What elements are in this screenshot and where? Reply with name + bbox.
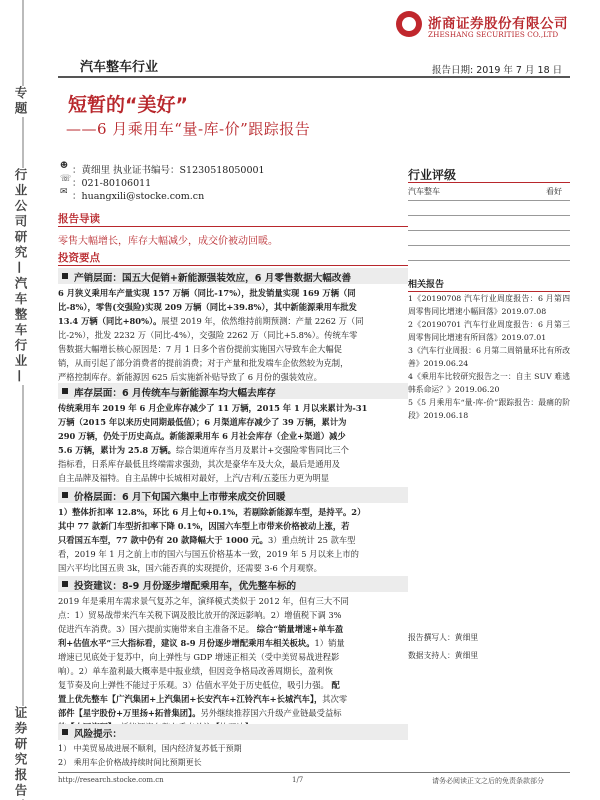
- related-report[interactable]: 1《20190708 汽车行业周度报告：6 月第四周零售同比增速小幅回落》2019.07.08: [408, 294, 570, 316]
- data-support: 数据支持人：黄细里: [408, 651, 479, 660]
- page-subtitle: ——6 月乘用车“量-库-价”跟踪报告: [66, 120, 311, 138]
- risk-item-1: 1） 中美贸易战进展不顺利，国内经济复苏低于预期: [58, 744, 242, 753]
- related-report[interactable]: 3《汽车行业周报：6 月第二周销量环比有所改善》2019.06.24: [408, 346, 570, 368]
- related-report[interactable]: 4《乘用车比较研究报告之一：自主 SUV 难逃韩系命运？》2019.06.20: [408, 372, 570, 394]
- rating-value: 看好: [546, 187, 562, 196]
- guide-text: 零售大幅增长，库存大幅减少，成交价被动回暖。: [58, 236, 278, 247]
- company-name-cn: 浙商证券股份有限公司: [428, 16, 568, 32]
- bullet-square-icon: [62, 388, 68, 394]
- point-title-investment: 投资建议：8-9 月份逐步增配乘用车，优先整车标的: [74, 581, 297, 592]
- header-divider: [58, 76, 570, 78]
- bullet-square-icon: [62, 492, 68, 498]
- point-title-risk: 风险提示：: [74, 729, 122, 740]
- rating-row-line: [408, 260, 570, 261]
- company-name-en: ZHESHANG SECURITIES CO.,LTD: [428, 30, 559, 39]
- rating-row-line: [408, 200, 570, 201]
- phone-line: ：021-80106011: [72, 178, 152, 189]
- person-icon: ☻: [60, 161, 69, 171]
- sidebar-label-category: 行业公司研究—汽车整车行业—: [13, 168, 28, 385]
- point-body-investment: 2019 年是乘用车需求景气复苏之年，演绎模式类似于 2012 年，但有三大不同 点：1）贸易战带来汽车关税下调及股比放开的深远影响。2）增值税下调 3% 促进汽车消费。3）国六提前实施带来自主准备不足。 综合“销量增速+单车盈 利+估值水平”三大指标看，建议 8-9 月份逐步增配乘用车相关板块。1）销量 增速已见底处于复苏中，向上弹性与 GDP 增速正相关（受中美贸易战进程影 响）。2）单车盈利最大概率是中报业绩，但因竞争格局改善周期长，盈利恢 复节奏及向上弹性不能过于乐观。3）估值水平处于历史低位，吸引力强。 配 置上优先整车【广汽集团+上汽集团+长安汽车+江铃汽车+长城汽车】，其次零 部件【星宇股份+万里扬+拓普集团】。另外继续推荐国六升级产业链最受益标: [58, 596, 349, 718]
- rating-row-line: [408, 230, 570, 231]
- report-date: 报告日期: 2019 年 7 月 18 日: [432, 65, 563, 76]
- footer-disclaimer: 请务必阅读正文之后的免责条款部分: [432, 777, 544, 785]
- point-title-price: 价格层面：6 月下旬国六集中上市带来成交价回暖: [74, 492, 286, 503]
- analyst-line: ：黄细里 执业证书编号：S1230518050001: [72, 165, 265, 176]
- page-number: 1/7: [292, 776, 304, 784]
- company-logo-icon: [396, 11, 422, 37]
- rating-sector: 汽车整车: [408, 187, 440, 196]
- industry-label: 汽车整车行业: [80, 60, 159, 75]
- guide-heading: 报告导读: [58, 213, 100, 225]
- bullet-square-icon: [62, 729, 68, 735]
- related-report[interactable]: 2《20190701 汽车行业周度报告：6 月第三周零售同比增速有所回落》2019.07.01: [408, 320, 570, 342]
- points-divider: [58, 265, 408, 266]
- bullet-square-icon: [62, 273, 68, 279]
- bullet-square-icon: [62, 581, 68, 587]
- sidebar-label-topic: 专题: [13, 86, 28, 117]
- related-heading: 相关报告: [408, 280, 445, 290]
- point-body-inventory: 传统乘用车 2019 年 6 月企业库存减少了 11 万辆，2015 年 1 月以来累计为-31 万辆（2015 年以来历史同期最低值）；6 月渠道库存减少了 39 万辆，累计为 290 万辆，仍处于历史高点。新能源乘用车 6 月社会库存（企业+渠道）减少 5.6 万辆，累计为 25.8 万辆。综合渠道库存当月及累计+交强险零售同比三个 指标看，日系库存最低且终端需求强劲，其次是豪华车及大众，最后是通用及 自主品牌及福特。自主品牌中长城相对最好，上汽/吉利/五菱压力更为明显: [58, 403, 368, 483]
- points-heading: 投资要点: [58, 252, 100, 264]
- footer-url[interactable]: http://research.stocke.com.cn: [58, 776, 164, 784]
- rating-row-line: [408, 245, 570, 246]
- page-title: 短暂的“美好”: [68, 94, 188, 116]
- point-title-inventory: 库存层面：6 月传统车与新能源车均大幅去库存: [74, 388, 276, 399]
- footer-divider: [58, 772, 570, 773]
- point-body-production: 6 月狭义乘用车产量实现 157 万辆（同比-17%），批发销量实现 169 万辆（同 比-8%），零售(交强险)实现 209 万辆（同比+39.8%），其中新能源乘用车批发 13.4 万辆（同比+80%）。展望 2019 年，依然维持前期预测：产量 2262 万（同 比-2%），批发 2232 万（同比-4%），交强险 2262 万（同比+5.8%）。传统车零 售数据大幅增长核心原因是：7 月 1 日多个省份提前实施国六导致车企大幅促 销，从而引起了部分消费者的提前消费；对于产量和批发端车企依然较为克制， 严格控制库存。新能源因 625 后实施新补贴导致了 6 月份的强装效应。: [58, 288, 364, 382]
- email-line[interactable]: ：huangxili@stocke.com.cn: [72, 191, 205, 202]
- left-vertical-rule: [22, 0, 24, 800]
- phone-icon: ☏: [60, 174, 72, 184]
- rating-row-line: [408, 215, 570, 216]
- sidebar-label-report-type: 证券研究报告: [13, 706, 28, 799]
- related-report[interactable]: 5《5 月乘用车“量-库-价”跟踪报告：最痛的阶段》2019.06.18: [408, 398, 570, 420]
- point-body-price: 1）整体折扣率 12.8%，环比 6 月上旬+0.1%，若剔除新能源车型，是持平。2） 其中 77 款新门车型折扣率下降 0.1%，因国六车型上市带来价格被动上涨，若 只看国五车型，77 款中仍有 20 款降幅大于 1000 元。3）重点统计 25 款车型 看，2019 年 1 月之前上市的国六与国五价格基本一致，2019 年 5 月以来上市的 国六平均比国五贵 3k，国六能否真的实现提价，还需要 3-6 个月观察。: [58, 507, 366, 573]
- rating-heading: 行业评级: [408, 168, 457, 182]
- rating-divider: [408, 182, 570, 183]
- mail-icon: ✉: [60, 187, 68, 197]
- risk-item-2: 2） 乘用车企价格战持续时间比预期更长: [58, 758, 202, 767]
- guide-divider: [58, 226, 408, 227]
- point-title-production: 产销层面：国五大促销+新能源强装效应，6 月零售数据大幅改善: [74, 273, 352, 284]
- report-writer: 报告撰写人：黄细里: [408, 633, 479, 642]
